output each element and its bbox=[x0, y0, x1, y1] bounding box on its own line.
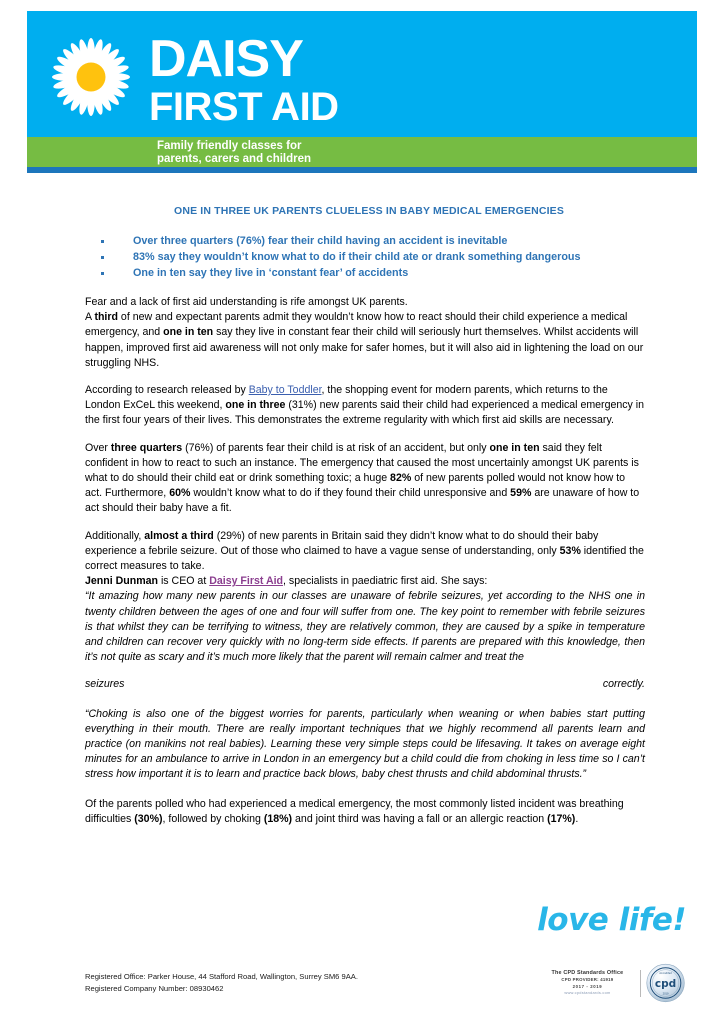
incidents-text-c: and joint third was having a fall or an allergic reaction bbox=[292, 812, 548, 825]
stats-text-c: said they felt confident in how to react to such an instance. The emergency that caused the most uncertainly amongst UK parents is what to do should their child eat or drink something toxic; a huge bbox=[85, 441, 639, 485]
intro-bold-oneinten: one in ten bbox=[163, 326, 214, 339]
key-findings-list bbox=[85, 233, 645, 281]
febrile-text-c: identified the correct measures to take. bbox=[85, 544, 644, 573]
registered-office-info bbox=[85, 971, 358, 994]
stats-text-a: Over bbox=[85, 441, 111, 454]
tagline-line-1: Family friendly classes for bbox=[157, 140, 302, 152]
research-bold-oneinthree: one in three bbox=[225, 399, 286, 412]
document-body bbox=[85, 205, 645, 839]
intro-bold-third: third bbox=[94, 311, 118, 324]
registered-office-address: Registered Office: Parker House, 44 Stafford Road, Wallington, Surrey SM6 9AA. bbox=[85, 972, 358, 981]
incidents-text-b: , followed by choking bbox=[162, 812, 264, 825]
quote-febrile-seizures: “It amazing how many new parents in our classes are unaware of febrile seizures, yet according to the NHS one in twenty children between the ages of one and four will suffer from one. The key point to remember with febrile seizures is that whilst they can be terrifying to witness, they are relatively common, they are caused by a spike in temperature and children can recover very quickly with no long-term side effects. If parents are prepared with this knowledge, then it’s not quite as scary and it’s much more likely that the parent will remain calmer and treat the bbox=[85, 590, 645, 664]
link-baby-to-toddler[interactable]: Baby to Toddler bbox=[248, 384, 322, 397]
page-title: ONE IN THREE UK PARENTS CLUELESS IN BABY MEDICAL EMERGENCIES bbox=[174, 205, 564, 217]
love-life-slogan: love life! bbox=[537, 902, 686, 938]
list-item: 83% say they wouldn’t know what to do if their child ate or drank something dangerous bbox=[85, 249, 645, 265]
cpd-badge-wordmark: cpd bbox=[654, 977, 677, 990]
cpd-badge-top-label: Accredited bbox=[659, 972, 672, 976]
stats-bold-oneinten: one in ten bbox=[489, 441, 540, 454]
tagline-line-2: parents, carers and children bbox=[157, 152, 312, 165]
list-item: Over three quarters (76%) fear their child having an accident is inevitable bbox=[85, 233, 645, 249]
cpd-years: 2017 - 2019 bbox=[572, 983, 603, 989]
page-header bbox=[27, 11, 697, 173]
cpd-text-group bbox=[540, 970, 641, 997]
attribution-text-b: , specialists in paediatric first aid. She says: bbox=[283, 575, 488, 588]
incidents-text-a: Of the parents polled who had experienced a medical emergency, the most commonly listed incident was breathing difficulties bbox=[85, 797, 624, 825]
paragraph-febrile bbox=[85, 529, 645, 575]
incidents-text-d: . bbox=[575, 812, 579, 825]
list-item: One in ten say they live in ‘constant fear’ of accidents bbox=[85, 265, 645, 281]
cpd-office-title: The CPD Standards Office bbox=[551, 969, 624, 976]
cpd-badge-bottom-label: 2019 bbox=[662, 992, 669, 996]
stats-bold-threequarters: three quarters bbox=[110, 441, 183, 454]
brand-tagline bbox=[157, 140, 311, 165]
daisy-flower-icon bbox=[41, 27, 141, 127]
brand-name-line2: FIRST AID bbox=[149, 85, 339, 129]
research-text-c: (31%) new parents said their child had experienced a medical emergency in the first four years of their lives. This demonstrates the extreme regularity with which first aid skills are necessary. bbox=[85, 399, 645, 427]
research-text-b: , the shopping event for modern parents, which returns to the London ExCeL this weekend, bbox=[85, 384, 608, 412]
intro-line-1: Fear and a lack of first aid understanding is rife amongst UK parents. bbox=[85, 296, 408, 308]
stats-bold-59: 59% bbox=[510, 487, 532, 500]
cpd-accredited-badge-icon bbox=[646, 963, 685, 1003]
cpd-accreditation-block bbox=[540, 962, 685, 1004]
registered-company-number: Registered Company Number: 08930462 bbox=[85, 983, 224, 993]
link-daisy-first-aid[interactable]: Daisy First Aid bbox=[209, 575, 284, 588]
stats-text-b: (76%) of parents fear their child is at risk of an accident, but only bbox=[182, 441, 490, 454]
stats-bold-82: 82% bbox=[390, 472, 412, 485]
stats-bold-60: 60% bbox=[169, 487, 191, 500]
febrile-text-a: Additionally, bbox=[85, 529, 145, 542]
paragraph-incidents bbox=[85, 797, 645, 827]
quote-last-right: correctly. bbox=[602, 678, 645, 691]
febrile-text-b: (29%) of new parents in Britain said they didn’t know what to do should their baby experience a febrile seizure. Out of those who claimed to have a vague sense of understanding, only bbox=[85, 529, 599, 557]
stats-text-f: are unaware of how to act should their baby have a fit. bbox=[85, 487, 640, 515]
cpd-website-url: www.cpdstandards.com bbox=[564, 990, 611, 995]
brand-name-line1: DAISY bbox=[149, 30, 303, 88]
febrile-bold-almostathird: almost a third bbox=[144, 529, 214, 542]
paragraph-stats bbox=[85, 441, 645, 517]
quote-last-left: seizures bbox=[85, 678, 125, 691]
incidents-bold-17: (17%) bbox=[547, 812, 576, 825]
incidents-bold-30: (30%) bbox=[134, 812, 163, 825]
intro-text-a: A bbox=[85, 311, 95, 324]
attribution-name: Jenni Dunman bbox=[85, 575, 158, 588]
incidents-bold-18: (18%) bbox=[263, 812, 293, 825]
intro-text-c: say they live in constant fear their child will seriously hurt themselves. Whilst accidents will happen, improved first aid awareness will not only make for safer homes, but it will also aid in lightening the load on our struggling NHS. bbox=[85, 326, 644, 369]
quote-febrile-last-line bbox=[85, 677, 645, 692]
paragraph-attribution bbox=[85, 574, 645, 589]
header-green-band bbox=[27, 137, 697, 167]
stats-text-d: of new parents polled would not know how to act. Furthermore, bbox=[85, 472, 626, 500]
stats-text-e: wouldn’t know what to do if they found their child unresponsive and bbox=[190, 487, 511, 500]
cpd-provider-number: CPD PROVIDER: 41919 bbox=[561, 977, 614, 982]
research-text-a: According to research released by bbox=[85, 384, 249, 397]
header-blue-rule bbox=[27, 167, 697, 173]
attribution-text-a: is CEO at bbox=[158, 575, 210, 588]
intro-text-b: of new and expectant parents admit they wouldn’t know how to react should their child experience a medical emergency, and bbox=[85, 311, 628, 339]
paragraph-intro bbox=[85, 295, 645, 371]
quote-choking: “Choking is also one of the biggest worries for parents, particularly when weaning or when babies start putting everything in their mouth. There are really important techniques that we highly recommend all parents learn and practice (on manikins not real babies). Learning these very simple steps could be lifesaving. It takes on average eight minutes for an ambulance to arrive in London in an emergency but a child could die from choking in less time so I can’t stress how important it is to learn and practice back blows, baby chest thrusts and child abdominal thrusts.” bbox=[85, 707, 645, 781]
paragraph-research bbox=[85, 383, 645, 429]
febrile-bold-53: 53% bbox=[559, 544, 581, 557]
brand-logotype bbox=[149, 30, 339, 129]
